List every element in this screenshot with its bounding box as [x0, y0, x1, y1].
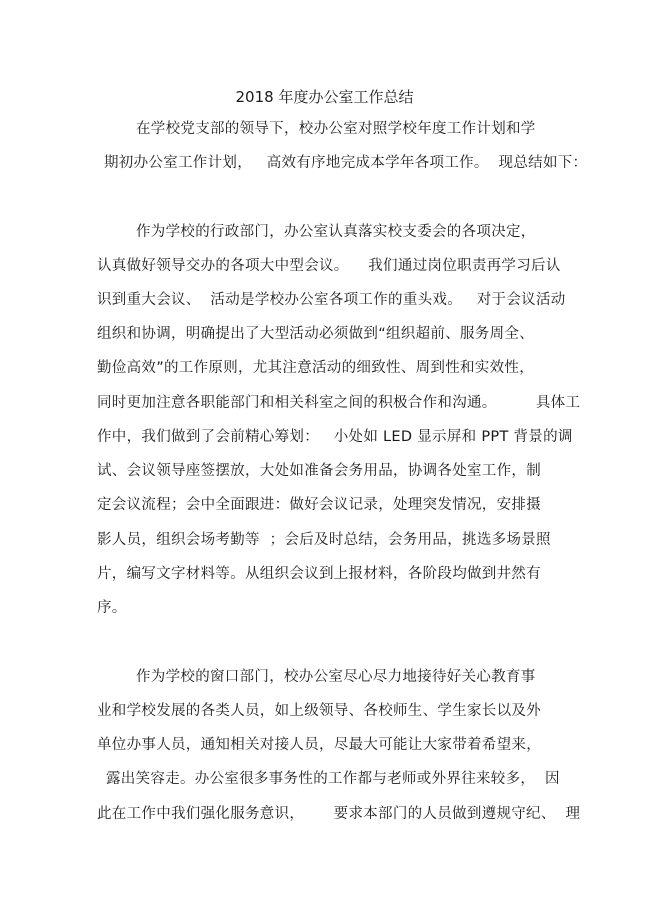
text-line: 此在工作中我们强化服务意识， 要求本部门的人员做到遵规守纪、 理 [97, 806, 581, 822]
text-line: 在学校党支部的领导下，校办公室对照学校年度工作计划和学 [136, 121, 536, 137]
text-line: 作为学校的窗口部门，校办公室尽心尽力地接待好关心教育事 [136, 669, 536, 685]
text-line: 片，编写文字材料等。从组织会议到上报材料，各阶段均做到井然有 [97, 566, 541, 582]
text-line: 同时更加注意各职能部门和相关科室之间的积极合作和沟通。 具体工 [97, 395, 581, 411]
text-line: 作为学校的行政部门，办公室认真落实校支委会的各项决定， [136, 224, 536, 240]
text-line: 作中，我们做到了会前精心筹划： 小处如 LED 显示屏和 PPT 背景的调 [97, 429, 573, 445]
text-line: 组织和协调，明确提出了大型活动必须做到“组织超前、服务周全、 [97, 326, 535, 342]
text-line: 定会议流程；会中全面跟进：做好会议记录，处理突发情况，安排摄 [97, 497, 541, 513]
text-line: 试、会议领导座签摆放，大处如准备会务用品，协调各处室工作，制 [97, 463, 541, 479]
text-line: 露出笑容走。办公室很多事务性的工作都与老师或外界往来较多， 因 [106, 771, 560, 787]
text-line: 期初办公室工作计划， 高效有序地完成本学年各项工作。 现总结如下： [104, 155, 588, 171]
text-line: 序。 [97, 600, 127, 616]
page-title: 2018 年度办公室工作总结 [235, 88, 414, 106]
text-line: 单位办事人员，通知相关对接人员，尽最大可能让大家带着希望来， [97, 737, 541, 753]
text-line: 影人员，组织会场考勤等 ；会后及时总结，会务用品，挑选多场景照 [97, 532, 551, 548]
text-line: 识到重大会议、 活动是学校办公室各项工作的重头戏。 对于会议活动 [97, 292, 566, 308]
text-line: 勤俭高效”的工作原则，尤其注意活动的细致性、周到性和实效性， [97, 360, 535, 376]
text-line: 认真做好领导交办的各项大中型会议。 我们通过岗位职责再学习后认 [97, 258, 561, 274]
text-line: 业和学校发展的各类人员，如上级领导、各校师生、学生家长以及外 [97, 703, 541, 719]
